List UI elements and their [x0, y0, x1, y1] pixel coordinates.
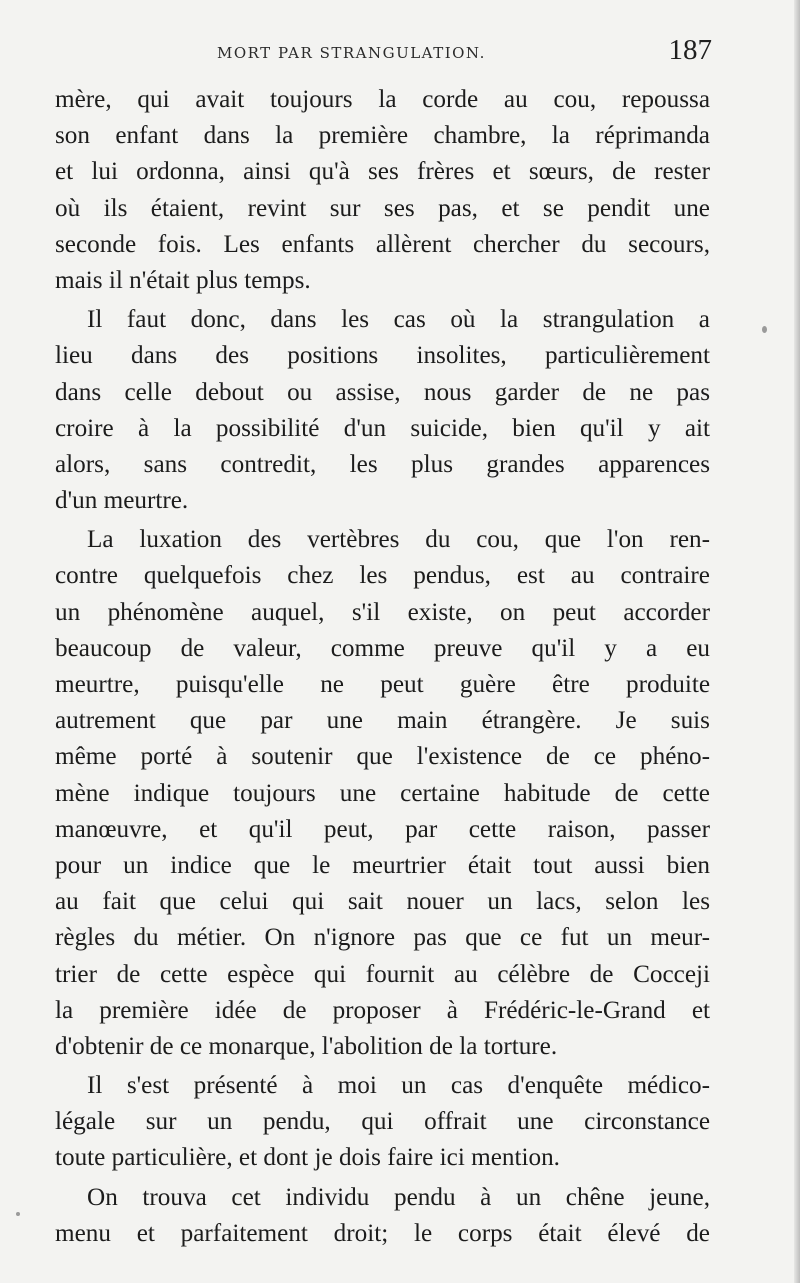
- paragraph: [55, 82, 710, 299]
- text-line: mais il n'était plus temps.: [55, 266, 311, 294]
- text-line: seconde fois. Les enfants allèrent chercher du secours,: [55, 230, 710, 258]
- text-line: son enfant dans la première chambre, la réprimanda: [55, 122, 710, 150]
- text-line: Il faut donc, dans les cas où la strangulation a: [87, 306, 710, 334]
- text-line: mène indique toujours une certaine habitude de cette: [55, 779, 710, 807]
- paragraph: [55, 302, 710, 519]
- text-line: croire à la possibilité d'un suicide, bien qu'il y ait: [55, 414, 710, 442]
- text-line: menu et parfaitement droit; le corps était élevé de: [55, 1219, 710, 1247]
- text-line: alors, sans contredit, les plus grandes apparences: [55, 450, 710, 478]
- ink-speck: [762, 326, 767, 333]
- text-line: au fait que celui qui sait nouer un lacs, selon les: [55, 888, 710, 916]
- text-line: même porté à soutenir que l'existence de ce phéno-: [55, 743, 710, 771]
- text-line: un phénomène auquel, s'il existe, on peut accorder: [55, 598, 710, 626]
- text-line: meurtre, puisqu'elle ne peut guère être produite: [55, 671, 710, 698]
- text-line: trier de cette espèce qui fournit au célèbre de Cocceji: [55, 960, 710, 988]
- text-line: la première idée de proposer à Frédéric-le-Grand et: [55, 996, 710, 1024]
- page-edge-shadow: [794, 0, 800, 1283]
- text-line: beaucoup de valeur, comme preuve qu'il y a eu: [55, 634, 710, 662]
- text-line: toute particulière, et dont je dois faire ici mention.: [55, 1144, 560, 1172]
- body-text: [55, 82, 710, 1252]
- page-header: [55, 34, 712, 78]
- text-line: mère, qui avait toujours la corde au cou, repoussa: [55, 86, 710, 113]
- text-line: pour un indice que le meurtrier était tout aussi bien: [55, 851, 710, 879]
- text-line: lieu dans des positions insolites, particulièrement: [55, 342, 710, 370]
- text-line: légale sur un pendu, qui offrait une circonstance: [55, 1108, 710, 1136]
- text-line: d'obtenir de ce monarque, l'abolition de la torture.: [55, 1032, 558, 1060]
- text-line: autrement que par une main étrangère. Je suis: [55, 707, 710, 735]
- text-line: manœuvre, et qu'il peut, par cette raison, passer: [55, 815, 710, 843]
- ink-speck: [16, 1212, 20, 1216]
- text-line: d'un meurtre.: [55, 487, 189, 515]
- text-line: dans celle debout ou assise, nous garder de ne pas: [55, 378, 710, 406]
- text-line: La luxation des vertèbres du cou, que l'on ren-: [87, 526, 710, 554]
- text-line: règles du métier. On n'ignore pas que ce fut un meur-: [55, 924, 710, 952]
- page-number: 187: [668, 34, 712, 66]
- running-head: MORT PAR STRANGULATION.: [217, 44, 486, 62]
- text-line: contre quelquefois chez les pendus, est au contraire: [55, 562, 710, 590]
- paragraph: [55, 1068, 710, 1177]
- text-line: On trouva cet individu pendu à un chêne jeune,: [87, 1183, 710, 1211]
- text-line: et lui ordonna, ainsi qu'à ses frères et sœurs, de rester: [55, 158, 710, 186]
- text-line: Il s'est présenté à moi un cas d'enquête médico-: [87, 1072, 710, 1100]
- text-line: où ils étaient, revint sur ses pas, et se pendit une: [55, 194, 710, 222]
- paragraph: [55, 1180, 710, 1252]
- paragraph: [55, 522, 710, 1065]
